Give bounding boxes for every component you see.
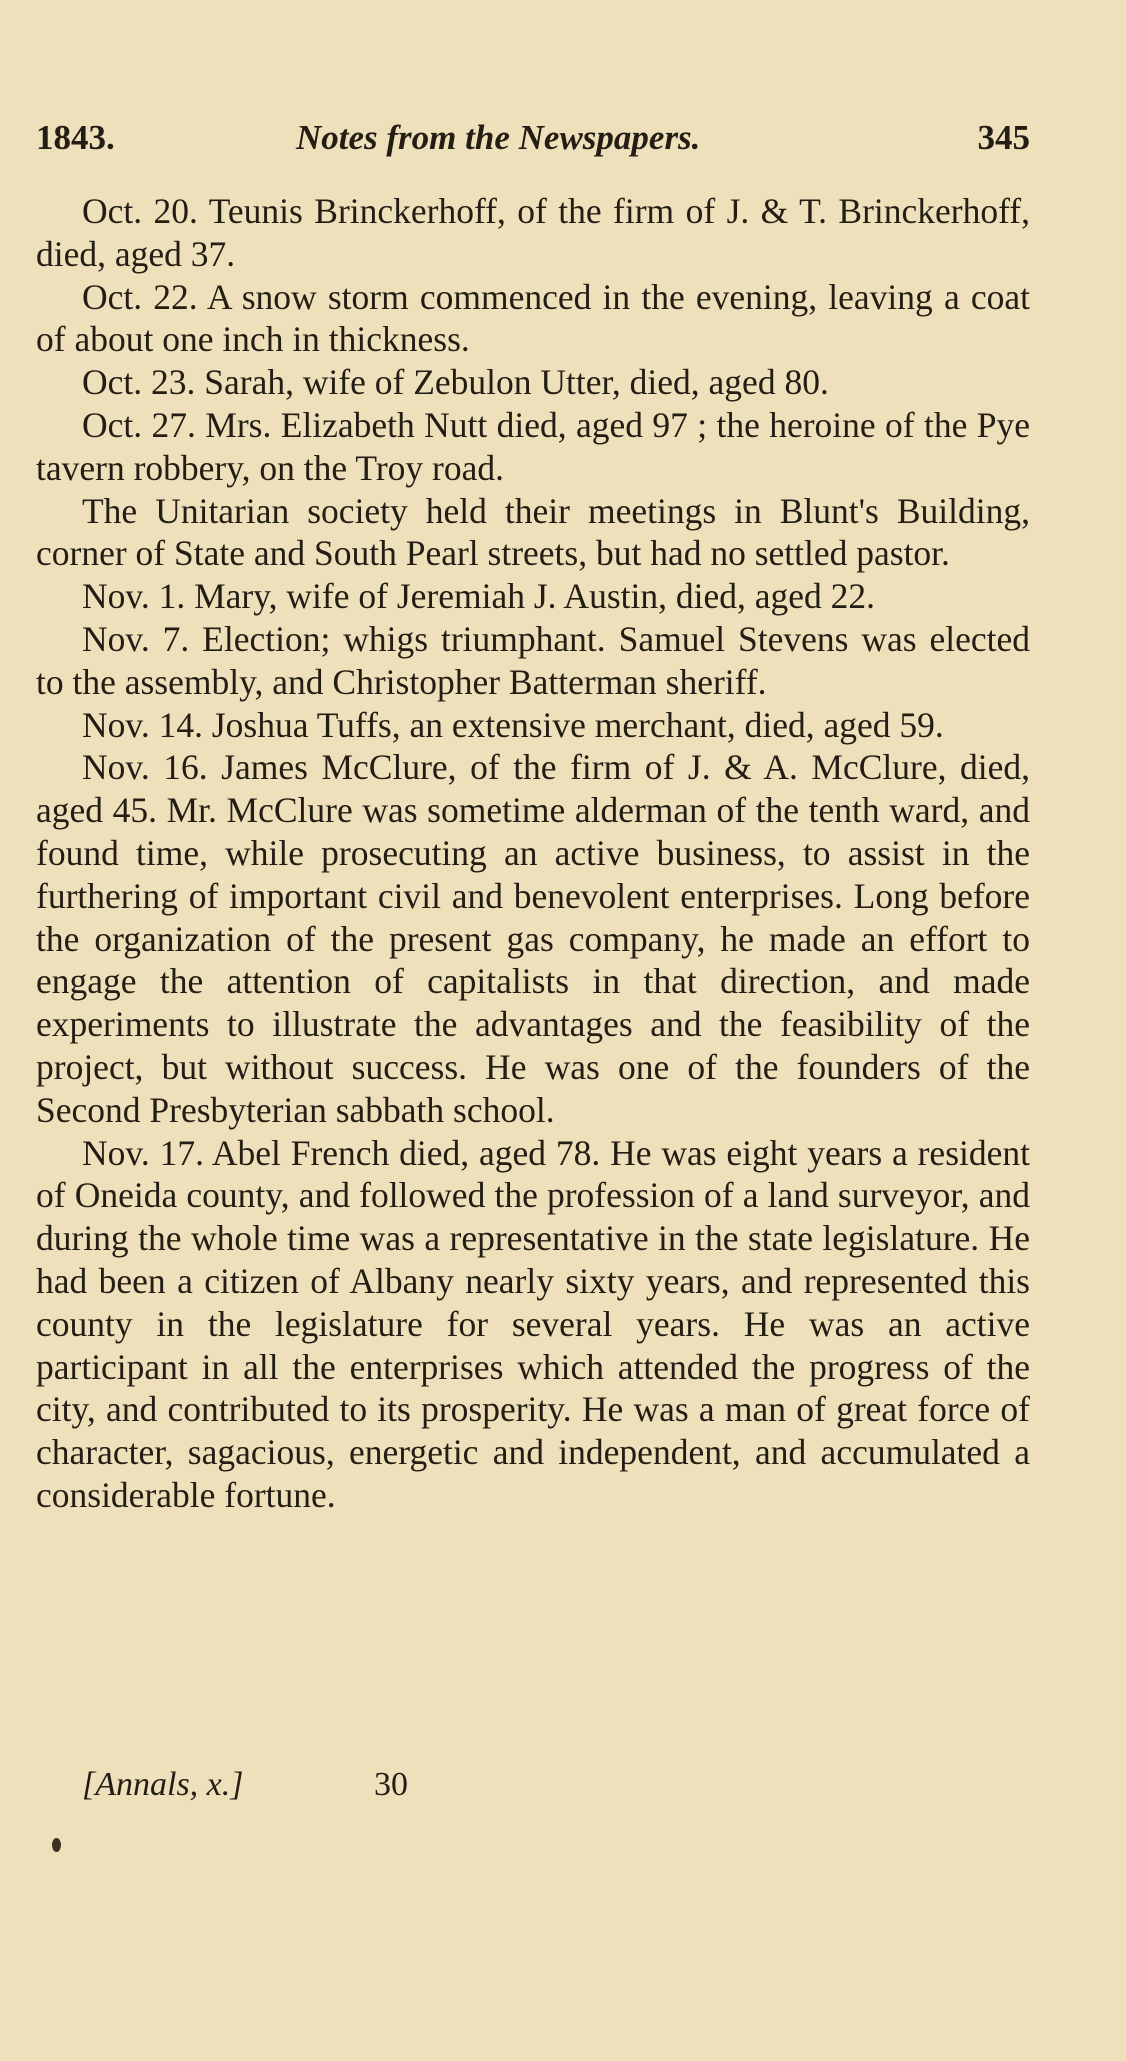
paragraph-unitarian-society: The Unitarian society held their meetings in Blunt's Building, corner of State and South Pearl streets, but had no settled pastor. <box>36 490 1030 574</box>
page-body <box>36 190 1030 1517</box>
paragraph-oct-23: Oct. 23. Sarah, wife of Zebulon Utter, died, aged 80. <box>82 362 829 403</box>
paragraph-nov-7: Nov. 7. Election; whigs triumphant. Samuel Stevens was elected to the assembly, and Christopher Batterman sheriff. <box>36 618 1030 702</box>
paragraph-nov-14: Nov. 14. Joshua Tuffs, an extensive merchant, died, aged 59. <box>82 704 944 745</box>
paragraph-oct-22: Oct. 22. A snow storm commenced in the evening, leaving a coat of about one inch in thickness. <box>36 276 1030 360</box>
paragraph-nov-1: Nov. 1. Mary, wife of Jeremiah J. Austin, died, aged 22. <box>82 576 875 617</box>
annals-reference: [Annals, x.] <box>82 1766 244 1803</box>
page-number: 345 <box>977 118 1030 157</box>
header-title: Notes from the Newspapers. <box>296 118 701 157</box>
paragraph-nov-16: Nov. 16. James McClure, of the firm of J. & A. McClure, died, aged 45. Mr. McClure was sometime alderman of the tenth ward, and found time, while prosecuting an active business, to assist in the furthering of important civil and benevolent enterprises. Long before the organization of the present gas company, he made an effort to engage the attention of capitalists in that direction, and made experiments to illustrate the advantages and the feasibility of the project, but without success. He was one of the founders of the Second Presbyterian sabbath school. <box>36 747 1030 1130</box>
paragraph-oct-27: Oct. 27. Mrs. Elizabeth Nutt died, aged 97 ; the heroine of the Pye tavern robbery, on the Troy road. <box>36 404 1030 488</box>
header-year: 1843. <box>36 118 115 157</box>
page-footer <box>82 1766 582 1810</box>
ink-blot <box>52 1838 61 1852</box>
running-header <box>36 118 1030 174</box>
paragraph-oct-20: Oct. 20. Teunis Brinckerhoff, of the firm of J. & T. Brinckerhoff, died, aged 37. <box>36 191 1030 274</box>
paragraph-nov-17: Nov. 17. Abel French died, aged 78. He was eight years a resident of Oneida county, and followed the profession of a land surveyor, and during the whole time was a representative in the state legislature. He had been a citizen of Albany nearly sixty years, and represented this county in the legislature for several years. He was an active participant in all the enterprises which attended the progress of the city, and contributed to its prosperity. He was a man of great force of character, sagacious, energetic and independent, and accumulated a considerable fortune. <box>36 1132 1030 1515</box>
signature-mark: 30 <box>374 1766 408 1803</box>
